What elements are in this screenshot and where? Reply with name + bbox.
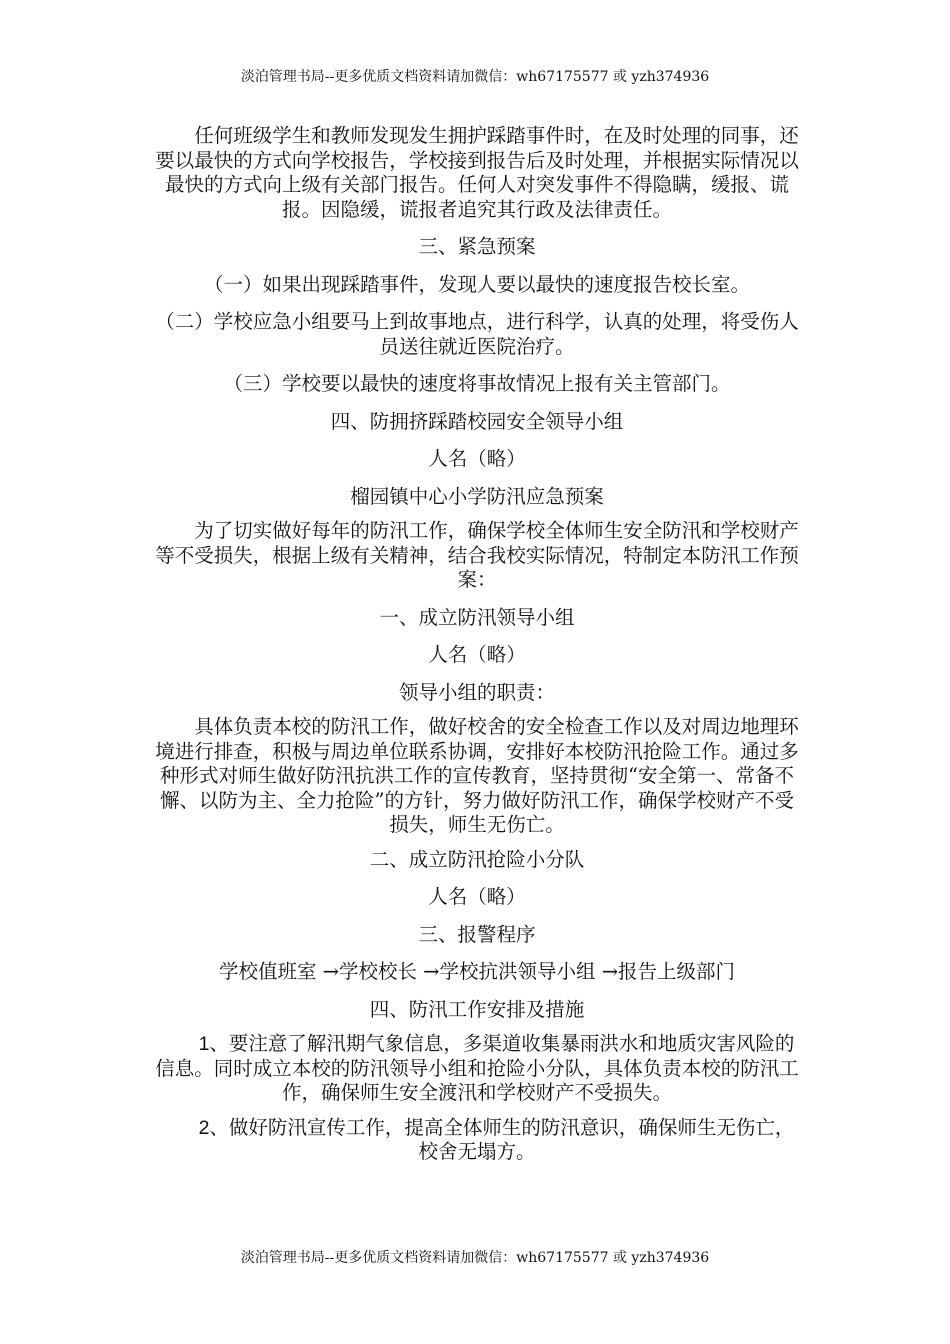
- paragraph-group-duties: 具体负责本校的防汛工作，做好校舍的安全检查工作以及对周边地理环境进行排查，积极与周边单位联系协调，安排好本校防汛抢险工作。通过多种形式对师生做好防汛抗洪工作的宣传教育，坚持贯彻“安全第一、常备不懈、以防为主、全力抢险”的方针，努力做好防汛工作，确保学校财产不受损失，师生无伤亡。: [155, 715, 799, 836]
- measure-item-1-text: 、要注意了解汛期气象信息，多渠道收集暴雨洪水和地质灾害风险的信息。同时成立本校的防汛领导小组和抢险小分队，具体负责本校的防汛工作，确保师生安全渡汛和学校财产不受损失。: [155, 1032, 799, 1104]
- heading-emergency-plan: 三、紧急预案: [418, 235, 536, 258]
- heading-rescue-team: 二、成立防汛抢险小分队: [369, 847, 585, 871]
- heading-flood-leader-group: 一、成立防汛领导小组: [379, 605, 575, 629]
- paragraph-flood-intro: 为了切实做好每年的防汛工作，确保学校全体师生安全防汛和学校财产等不受损失，根据上级有关精神，结合我校实际情况，特制定本防汛工作预案：: [155, 519, 799, 591]
- emergency-item-2: （二）学校应急小组要马上到故事地点，进行科学，认真的处理，将受伤人员送往就近医院治疗。: [155, 310, 799, 358]
- measure-item-2-number: 2: [198, 1116, 210, 1139]
- heading-alarm-procedure: 三、报警程序: [418, 922, 536, 946]
- measure-item-1: [152, 1032, 802, 1106]
- measure-item-2: [152, 1116, 802, 1165]
- alarm-procedure-flow: 学校值班室 →学校校长 →学校抗洪领导小组 →报告上级部门: [218, 960, 736, 983]
- names-omitted-3: 人名（略）: [428, 885, 526, 908]
- measure-item-2-text: 、做好防汛宣传工作，提高全体师生的防汛意识，确保师生无伤亡，校舍无塌方。: [209, 1115, 795, 1163]
- emergency-item-3: （三）学校要以最快的速度将事故情况上报有关主管部门。: [223, 372, 731, 395]
- document-body: [152, 124, 802, 1165]
- paragraph-incident-report: 任何班级学生和教师发现发生拥护踩踏事件时，在及时处理的同事，还要以最快的方式向学校报告，学校接到报告后及时处理，并根据实际情况以最快的方式向上级有关部门报告。任何人对突发事件不得隐瞒，缓报、谎报。因隐缓，谎报者追究其行政及法律责任。: [155, 124, 799, 221]
- page-footer: 淡泊管理书局--更多优质文档资料请加微信：wh67175577 或 yzh374936: [240, 1250, 710, 1266]
- heading-safety-leader-group: 四、防拥挤踩踏校园安全领导小组: [330, 409, 624, 433]
- names-omitted-2: 人名（略）: [428, 643, 526, 666]
- heading-flood-measures: 四、防汛工作安排及措施: [369, 997, 585, 1021]
- heading-group-duties: 领导小组的职责：: [398, 680, 555, 704]
- page-header: 淡泊管理书局--更多优质文档资料请加微信：wh67175577 或 yzh374936: [240, 69, 710, 85]
- emergency-item-1: （一）如果出现踩踏事件，发现人要以最快的速度报告校长室。: [203, 272, 750, 296]
- measure-item-1-number: 1: [198, 1033, 210, 1055]
- flood-plan-title: 榴园镇中心小学防汛应急预案: [350, 484, 604, 508]
- names-omitted-1: 人名（略）: [428, 447, 526, 470]
